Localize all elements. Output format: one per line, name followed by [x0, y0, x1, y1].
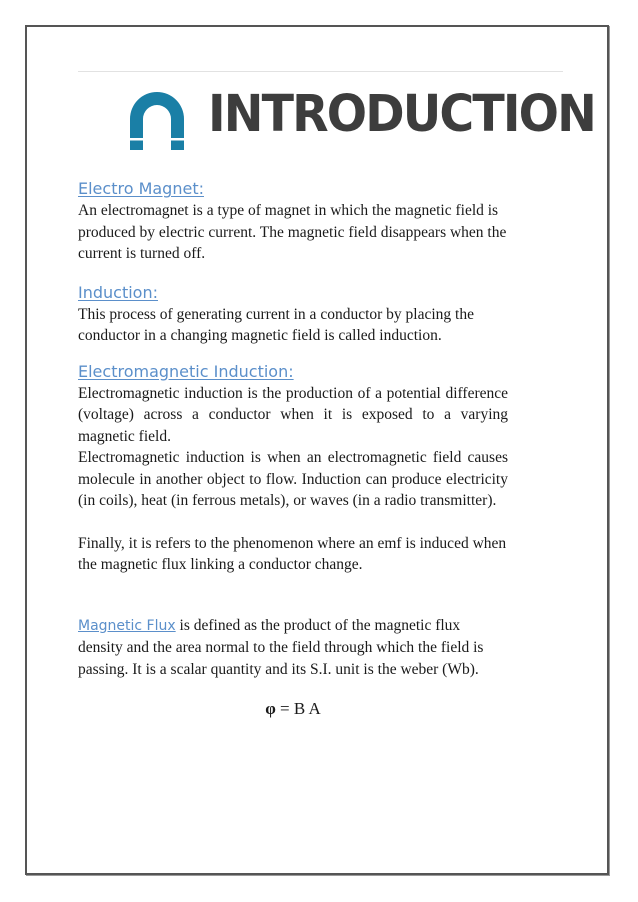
paragraph-emi-summary: Finally, it is refers to the phenomenon where an emf is induced when the magnetic flux linking a conductor change.: [78, 534, 507, 573]
magnetic-flux-definition: is defined as the product of the magnetic flux density and the area normal to the field through which the field is passing. It is a scalar quantity and its S.I. unit is the weber (Wb).: [78, 616, 484, 678]
flux-formula: [78, 698, 508, 720]
phi-symbol: φ: [265, 699, 276, 718]
magnet-icon: [125, 88, 189, 152]
paragraph-electro-magnet: An electromagnet is a type of magnet in which the magnetic field is produced by electric current. The magnetic field disappears when the current is turned off.: [78, 202, 507, 262]
magnetic-flux-link[interactable]: Magnetic Flux: [78, 617, 176, 634]
top-divider: [78, 71, 563, 72]
document-body: [78, 178, 508, 720]
heading-electro-magnet: Electro Magnet:: [78, 179, 204, 198]
heading-induction: Induction:: [78, 282, 158, 302]
paragraph-magnetic-flux: [78, 615, 508, 681]
paragraph-emi-effects: Electromagnetic induction is when an electromagnetic field causes molecule in another object to flow. Induction can produce electricity (in coils), heat (in ferrous metals), or waves (in a radio transmitter).: [78, 449, 508, 509]
formula-expression: = B A: [275, 699, 321, 718]
heading-electromagnetic-induction: Electromagnetic Induction:: [78, 361, 294, 381]
paragraph-induction: This process of generating current in a conductor by placing the conductor in a changing magnetic field is called induction.: [78, 305, 474, 344]
paragraph-emi-definition: Electromagnetic induction is the production of a potential difference (voltage) across a conductor when it is exposed to a varying magnetic field.: [78, 384, 508, 445]
page-title: INTRODUCTION: [208, 85, 595, 144]
